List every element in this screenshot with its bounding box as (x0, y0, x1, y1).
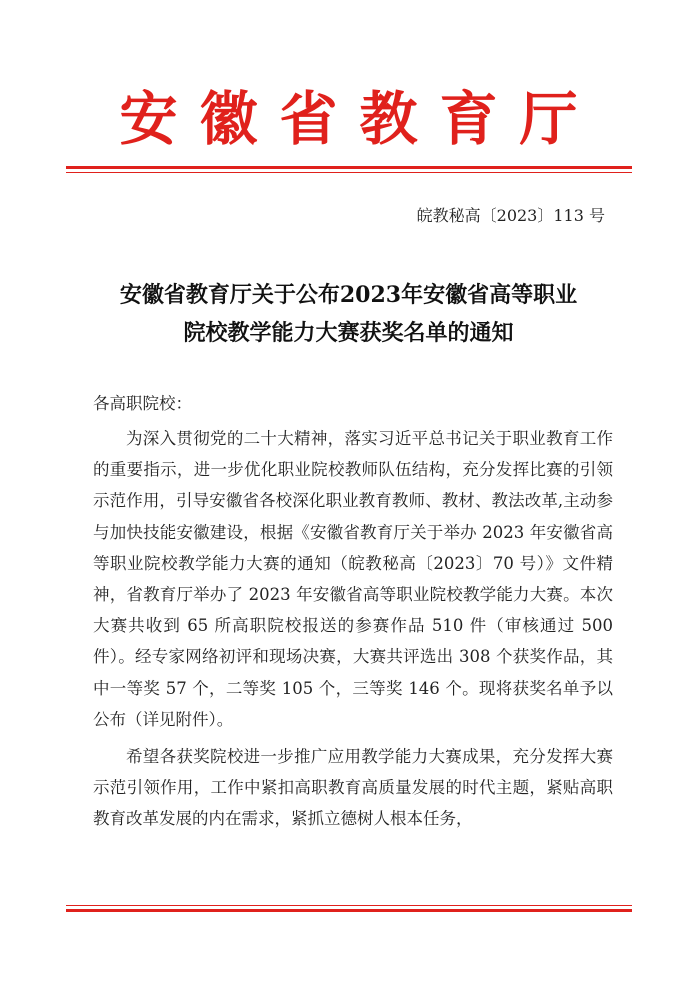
document-title (60, 276, 637, 352)
body-text (93, 423, 613, 835)
masthead-rule-thick (66, 166, 632, 169)
footer-rule-thick (66, 909, 632, 912)
salutation: 各高职院校： (93, 394, 192, 413)
title-line-1: 安徽省教育厅关于公布2023年安徽省高等职业 (119, 282, 578, 308)
footer-rule-thin (66, 905, 632, 906)
masthead-title: 安徽省教育厅 (119, 85, 600, 153)
document-number: 皖教秘高〔2023〕113 号 (416, 206, 605, 225)
masthead-rule-thin (66, 172, 632, 173)
title-line-2: 院校教学能力大赛获奖名单的通知 (183, 320, 514, 346)
paragraph-1: 为深入贯彻党的二十大精神，落实习近平总书记关于职业教育工作的重要指示，进一步优化职业院校教师队伍结构，充分发挥比赛的引领示范作用，引导安徽省各校深化职业教育教师、教材、教法改革,主动参与加快技能安徽建设，根据《安徽省教育厅关于举办 2023 年安徽省高等职业院校教学能力大赛的通知（皖教秘高〔2023〕70 号）》文件精神，省教育厅举办了 2023 年安徽省高等职业院校教学能力大赛。本次大赛共收到 65 所高职院校报送的参赛作品 510 件（审核通过 500 件）。经专家网络初评和现场决赛，大赛共评选出 308 个获奖作品，其中一等奖 57 个，二等奖 105 个，三等奖 146 个。现将获奖名单予以公布（详见附件）。 (93, 429, 613, 729)
paragraph-2: 希望各获奖院校进一步推广应用教学能力大赛成果，充分发挥大赛示范引领作用，工作中紧扣高职教育高质量发展的时代主题，紧贴高职教育改革发展的内在需求，紧抓立德树人根本任务， (93, 747, 613, 829)
